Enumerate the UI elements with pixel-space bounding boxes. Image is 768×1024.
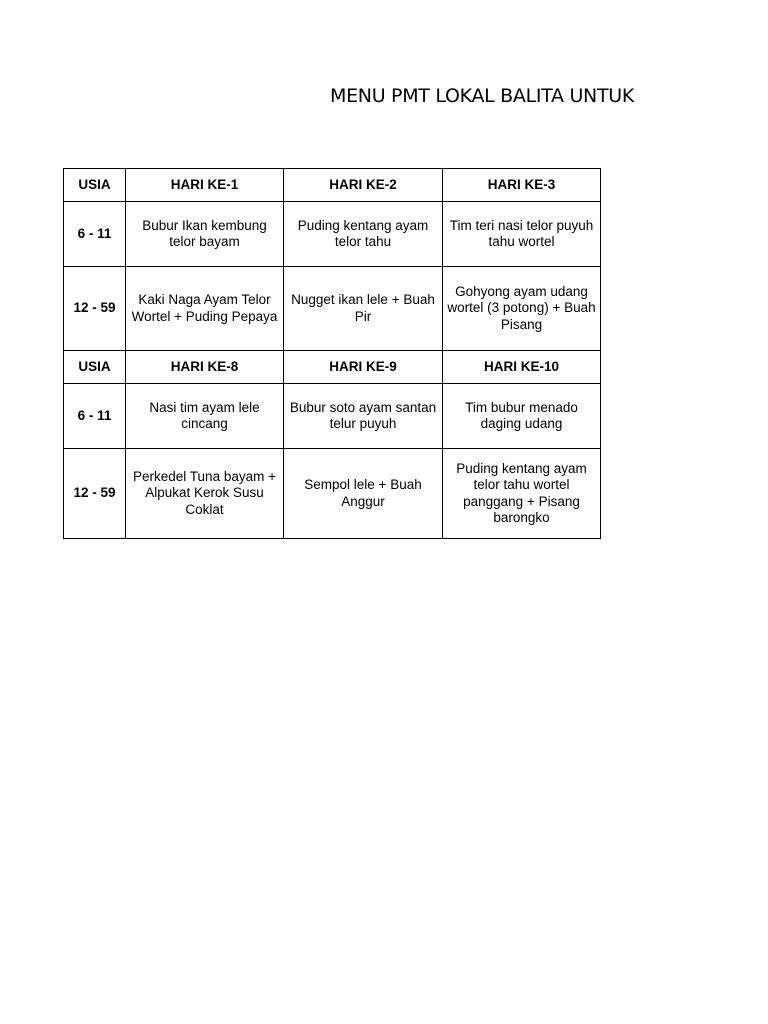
menu-cell: Kaki Naga Ayam Telor Wortel + Puding Pepaya [126,267,284,351]
table-row [64,449,601,539]
menu-cell: Gohyong ayam udang wortel (3 potong) + Buah Pisang [443,267,601,351]
age-cell: 12 - 59 [64,449,126,539]
menu-cell: Bubur Ikan kembung telor bayam [126,202,284,267]
menu-table [63,168,601,539]
header-cell-day: HARI KE-2 [284,169,443,202]
menu-cell: Bubur soto ayam santan telur puyuh [284,384,443,449]
header-cell-day: HARI KE-3 [443,169,601,202]
age-cell: 6 - 11 [64,202,126,267]
menu-cell: Perkedel Tuna bayam + Alpukat Kerok Susu Coklat [126,449,284,539]
menu-cell: Puding kentang ayam telor tahu [284,202,443,267]
title-container [330,82,635,112]
header-cell-day: HARI KE-1 [126,169,284,202]
menu-cell: Tim teri nasi telor puyuh tahu wortel [443,202,601,267]
header-cell-age: USIA [64,169,126,202]
header-cell-day: HARI KE-10 [443,351,601,384]
table-row [64,202,601,267]
header-cell-age: USIA [64,351,126,384]
menu-cell: Tim bubur menado daging udang [443,384,601,449]
table-row [64,267,601,351]
header-row [64,351,601,384]
menu-cell: Nugget ikan lele + Buah Pir [284,267,443,351]
menu-cell: Sempol lele + Buah Anggur [284,449,443,539]
age-cell: 12 - 59 [64,267,126,351]
age-cell: 6 - 11 [64,384,126,449]
header-cell-day: HARI KE-9 [284,351,443,384]
menu-cell: Puding kentang ayam telor tahu wortel panggang + Pisang barongko [443,449,601,539]
page-title: MENU PMT LOKAL BALITA UNTUK [330,85,635,107]
header-row [64,169,601,202]
table-row [64,384,601,449]
header-cell-day: HARI KE-8 [126,351,284,384]
menu-cell: Nasi tim ayam lele cincang [126,384,284,449]
